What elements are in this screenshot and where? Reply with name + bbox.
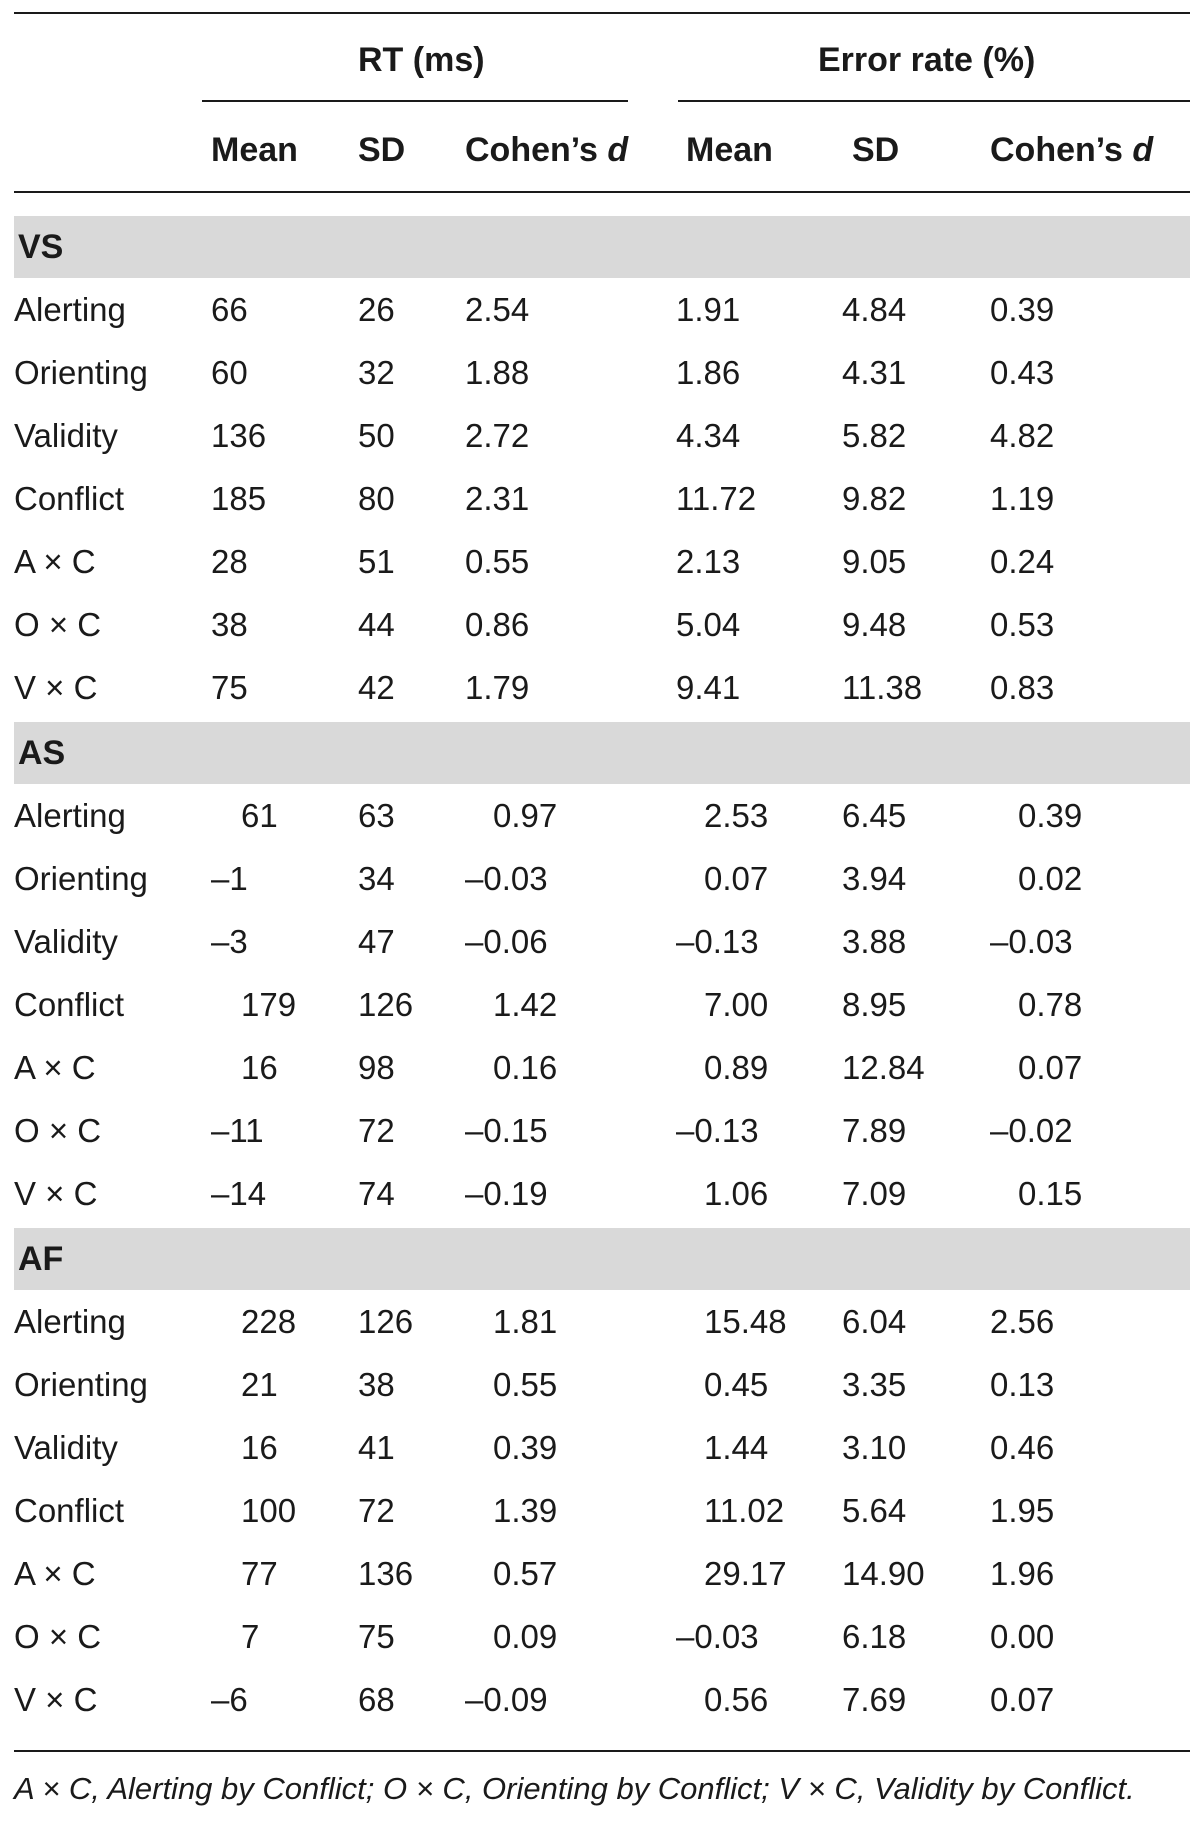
cell-rt-d: 1.88 [465,354,530,391]
col-err-cohens-d [990,130,1153,170]
cell-err-sd: 9.05 [842,543,907,580]
cell-rt-sd: 63 [358,797,395,834]
col-err-cohens-label: Cohen’s [990,131,1123,169]
table-row [14,1099,1190,1162]
table-footnote: A × C, Alerting by Conflict; O × C, Orienting by Conflict; V × C, Validity by Conflict. [14,1771,1135,1806]
cell-err-mean: 11.72 [676,480,757,517]
cell-effect: Orienting [14,1366,148,1403]
cell-effect: Orienting [14,860,148,897]
cell-rt-d: –0.09 [465,1681,548,1718]
cell-err-mean: –0.13 [676,923,759,960]
cell-err-mean: 15.48 [704,1303,787,1340]
cell-err-mean: 2.13 [676,543,741,580]
cell-err-mean: 0.89 [704,1049,769,1086]
cell-err-d: 0.39 [990,291,1055,328]
table-row [14,1479,1190,1542]
cell-effect: Conflict [14,480,125,517]
table-row [14,656,1190,719]
cell-err-d: 1.19 [990,480,1055,517]
top-rule [14,12,1190,14]
cell-rt-sd: 32 [358,354,395,391]
cell-rt-mean: 75 [211,669,248,706]
cell-rt-sd: 38 [358,1366,395,1403]
cell-rt-sd: 74 [358,1175,395,1212]
cell-err-d: –0.02 [990,1112,1073,1149]
cell-rt-d: 0.39 [493,1429,558,1466]
col-rt-cohens-label: Cohen’s [465,131,598,169]
table-row [14,1353,1190,1416]
cell-err-mean: –0.03 [676,1618,759,1655]
cell-err-d: 0.00 [990,1618,1055,1655]
cell-err-mean: 0.56 [704,1681,769,1718]
cell-rt-mean: –14 [211,1175,267,1212]
cell-effect: Alerting [14,1303,126,1340]
cell-effect: V × C [14,669,98,706]
cell-rt-d: 0.55 [493,1366,558,1403]
cell-effect: Validity [14,923,118,960]
cell-err-sd: 4.84 [842,291,907,328]
cell-err-d: 0.78 [1018,986,1083,1023]
table-row [14,1416,1190,1479]
cell-rt-mean: 179 [241,986,297,1023]
cell-err-d: 2.56 [990,1303,1055,1340]
table-row [14,1668,1190,1731]
cell-rt-sd: 75 [358,1618,395,1655]
col-rt-d-symbol: d [607,131,629,169]
table-row [14,1605,1190,1668]
cell-rt-mean: 38 [211,606,248,643]
rt-group-rule [202,100,628,102]
cell-err-d: 0.13 [990,1366,1055,1403]
results-table [14,0,1190,1824]
cell-err-d: 0.53 [990,606,1055,643]
cell-err-d: 0.83 [990,669,1055,706]
cell-rt-d: 0.86 [465,606,530,643]
table-row [14,404,1190,467]
cell-err-sd: 7.09 [842,1175,907,1212]
cell-err-sd: 12.84 [842,1049,925,1086]
bottom-rule [14,1750,1190,1752]
cell-rt-mean: 60 [211,354,248,391]
table-row [14,341,1190,404]
cell-err-d: 4.82 [990,417,1055,454]
cell-err-sd: 7.89 [842,1112,907,1149]
table-row [14,593,1190,656]
cell-err-d: 0.15 [1018,1175,1083,1212]
cell-rt-d: 1.81 [493,1303,558,1340]
cell-effect: Validity [14,1429,118,1466]
cell-rt-mean: 16 [241,1429,278,1466]
cell-err-d: –0.03 [990,923,1073,960]
cell-err-d: 0.43 [990,354,1055,391]
table-row [14,278,1190,341]
cell-rt-mean: –11 [211,1112,264,1149]
section-label: VS [18,228,64,266]
cell-err-sd: 3.10 [842,1429,907,1466]
cell-effect: Validity [14,417,118,454]
cell-rt-sd: 126 [358,986,414,1023]
cell-rt-sd: 136 [358,1555,414,1592]
rt-group-header: RT (ms) [358,41,485,79]
cell-effect: Orienting [14,354,148,391]
cell-effect: Alerting [14,291,126,328]
cell-rt-sd: 126 [358,1303,414,1340]
error-group-rule [678,100,1190,102]
cell-rt-d: –0.19 [465,1175,548,1212]
cell-effect: O × C [14,1618,102,1655]
cell-rt-sd: 98 [358,1049,395,1086]
cell-rt-mean: 28 [211,543,248,580]
cell-err-sd: 6.45 [842,797,907,834]
cell-rt-sd: 72 [358,1492,395,1529]
error-rate-group-header: Error rate (%) [818,41,1036,79]
cell-rt-d: 0.09 [493,1618,558,1655]
cell-rt-mean: 16 [241,1049,278,1086]
cell-rt-mean: 61 [241,797,278,834]
cell-err-sd: 7.69 [842,1681,907,1718]
cell-rt-mean: 100 [241,1492,297,1529]
cell-effect: A × C [14,1049,96,1086]
header-rule [14,191,1190,193]
cell-rt-d: –0.03 [465,860,548,897]
table-row [14,847,1190,910]
cell-rt-d: 0.16 [493,1049,558,1086]
cell-err-d: 0.39 [1018,797,1083,834]
cell-rt-sd: 42 [358,669,395,706]
table-row [14,467,1190,530]
cell-rt-mean: 21 [241,1366,278,1403]
section-header-vs [14,216,1190,278]
cell-rt-d: 0.97 [493,797,558,834]
cell-effect: A × C [14,1555,96,1592]
cell-err-mean: 29.17 [704,1555,787,1592]
cell-err-sd: 14.90 [842,1555,925,1592]
cell-rt-mean: 7 [241,1618,260,1655]
cell-rt-sd: 80 [358,480,395,517]
cell-err-sd: 3.88 [842,923,907,960]
cell-err-d: 1.96 [990,1555,1055,1592]
cell-err-d: 1.95 [990,1492,1055,1529]
section-header-af [14,1228,1190,1290]
cell-rt-d: –0.06 [465,923,548,960]
cell-rt-mean: 77 [241,1555,278,1592]
cell-err-sd: 3.35 [842,1366,907,1403]
cell-err-sd: 5.64 [842,1492,907,1529]
cell-err-sd: 4.31 [842,354,907,391]
cell-rt-sd: 34 [358,860,395,897]
cell-rt-mean: –1 [211,860,248,897]
cell-rt-sd: 51 [358,543,395,580]
cell-rt-sd: 47 [358,923,395,960]
cell-rt-sd: 26 [358,291,395,328]
cell-err-mean: 1.44 [704,1429,769,1466]
table-row [14,1036,1190,1099]
section-label: AF [18,1240,64,1278]
section-header-as [14,722,1190,784]
cell-effect: A × C [14,543,96,580]
cell-err-d: 0.02 [1018,860,1083,897]
cell-rt-d: 2.54 [465,291,530,328]
cell-err-d: 0.07 [1018,1049,1083,1086]
cell-err-mean: –0.13 [676,1112,759,1149]
cell-err-mean: 2.53 [704,797,769,834]
col-rt-sd: SD [358,131,406,169]
cell-rt-sd: 68 [358,1681,395,1718]
col-rt-mean: Mean [211,131,298,169]
cell-effect: O × C [14,606,102,643]
table-row [14,973,1190,1036]
table-row [14,910,1190,973]
cell-rt-d: 2.31 [465,480,530,517]
cell-err-sd: 6.18 [842,1618,907,1655]
cell-rt-sd: 50 [358,417,395,454]
cell-err-mean: 5.04 [676,606,741,643]
cell-err-sd: 8.95 [842,986,907,1023]
cell-rt-d: 1.79 [465,669,530,706]
table-row [14,784,1190,847]
col-err-d-symbol: d [1132,131,1154,169]
cell-err-sd: 5.82 [842,417,907,454]
cell-rt-d: –0.15 [465,1112,548,1149]
cell-rt-mean: 66 [211,291,248,328]
cell-rt-d: 0.55 [465,543,530,580]
cell-err-sd: 3.94 [842,860,907,897]
cell-rt-mean: 185 [211,480,267,517]
cell-err-mean: 0.07 [704,860,769,897]
cell-rt-mean: –6 [211,1681,248,1718]
cell-err-mean: 11.02 [704,1492,785,1529]
cell-err-mean: 1.86 [676,354,741,391]
cell-err-mean: 4.34 [676,417,741,454]
cell-rt-sd: 72 [358,1112,395,1149]
col-err-mean: Mean [686,131,773,169]
cell-rt-d: 0.57 [493,1555,558,1592]
cell-rt-mean: 136 [211,417,267,454]
cell-err-sd: 9.48 [842,606,907,643]
table-row [14,1162,1190,1225]
col-rt-cohens-d [465,130,628,170]
cell-effect: V × C [14,1681,98,1718]
cell-effect: Alerting [14,797,126,834]
cell-err-sd: 6.04 [842,1303,907,1340]
cell-rt-sd: 44 [358,606,395,643]
cell-effect: Conflict [14,986,125,1023]
cell-err-d: 0.07 [990,1681,1055,1718]
table-row [14,530,1190,593]
cell-err-mean: 9.41 [676,669,741,706]
table-row [14,1542,1190,1605]
cell-err-mean: 7.00 [704,986,769,1023]
cell-effect: O × C [14,1112,102,1149]
cell-err-d: 0.46 [990,1429,1055,1466]
col-err-sd: SD [852,131,900,169]
cell-err-d: 0.24 [990,543,1055,580]
cell-rt-d: 2.72 [465,417,530,454]
cell-err-mean: 0.45 [704,1366,769,1403]
cell-effect: V × C [14,1175,98,1212]
cell-err-sd: 11.38 [842,669,923,706]
cell-rt-sd: 41 [358,1429,395,1466]
cell-err-mean: 1.06 [704,1175,769,1212]
cell-rt-d: 1.39 [493,1492,558,1529]
cell-rt-d: 1.42 [493,986,558,1023]
section-label: AS [18,734,66,772]
cell-err-mean: 1.91 [676,291,741,328]
cell-err-sd: 9.82 [842,480,907,517]
table-row [14,1290,1190,1353]
cell-effect: Conflict [14,1492,125,1529]
cell-rt-mean: 228 [241,1303,297,1340]
cell-rt-mean: –3 [211,923,248,960]
